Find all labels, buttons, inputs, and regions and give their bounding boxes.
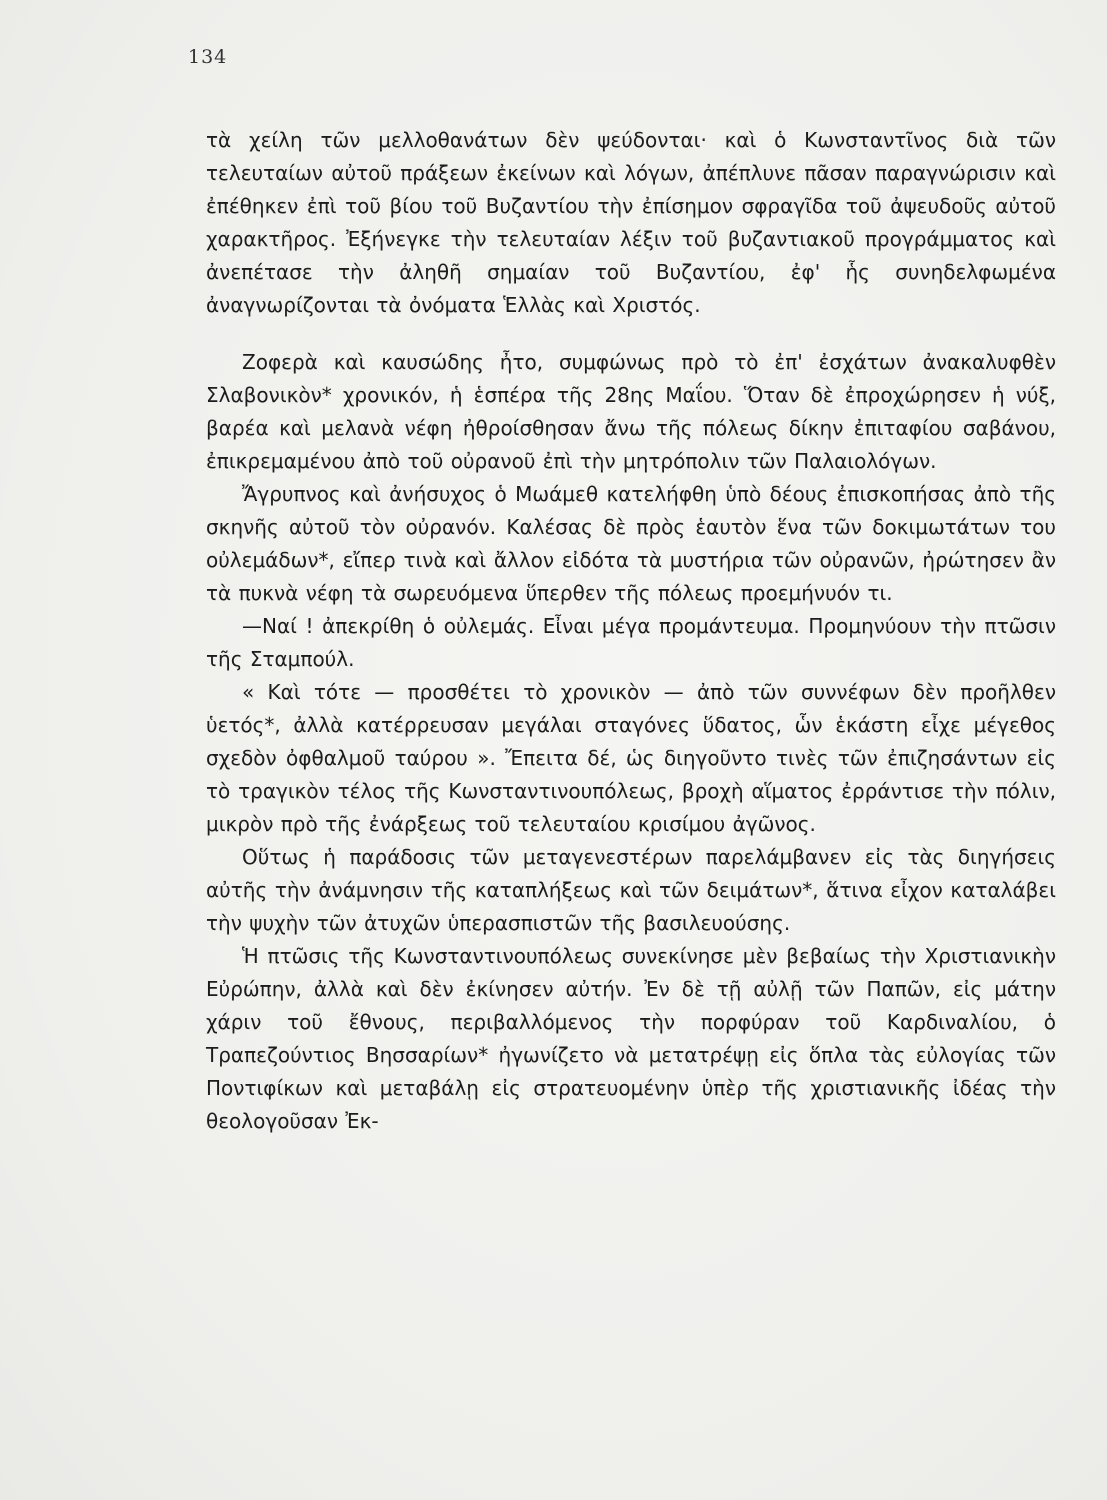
paragraph-5: « Καὶ τότε — προσθέτει τὸ χρονικὸν — ἀπὸ τῶν συννέφων δὲν προῆλθεν ὑετός*, ἀλλὰ κατέρρευσαν μεγάλαι σταγόνες ὕδατος, ὧν ἑκάστη εἶχε μέγεθος σχεδὸν ὀφθαλμοῦ ταύρου ». Ἔπειτα δέ, ὡς διηγοῦντο τινὲς τῶν ἐπιζησάντων εἰς τὸ τραγικὸν τέλος τῆς Κωνσταντινουπόλεως, βροχὴ αἵματος ἐρράντισε τὴν πόλιν, μικρὸν πρὸ τῆς ἐνάρξεως τοῦ τελευταίου κρισίμου ἀγῶνος. bbox=[206, 680, 1056, 836]
paragraph-6: Οὕτως ἡ παράδοσις τῶν μεταγενεστέρων παρελάμβανεν εἰς τὰς διηγήσεις αὐτῆς τὴν ἀνάμνησιν τῆς καταπλήξεως καὶ τῶν δειμάτων*, ἅτινα εἶχον καταλάβει τὴν ψυχὴν τῶν ἀτυχῶν ὑπερασπιστῶν τῆς βασιλευούσης. bbox=[206, 845, 1056, 935]
paragraph-2: Ζοφερὰ καὶ καυσώδης ἦτο, συμφώνως πρὸ τὸ ἐπ' ἐσχάτων ἀνακαλυφθὲν Σλαβονικὸν* χρονικόν, ἡ ἑσπέρα τῆς 28ης Μαΐου. Ὅταν δὲ ἐπροχώρησεν ἡ νύξ, βαρέα καὶ μελανὰ νέφη ἠθροίσθησαν ἄνω τῆς πόλεως δίκην ἐπιταφίου σαβάνου, ἐπικρεμαμένου ἀπὸ τοῦ οὐρανοῦ ἐπὶ τὴν μητρόπολιν τῶν Παλαιολόγων. bbox=[206, 350, 1056, 473]
paragraph-1: τὰ χείλη τῶν μελλοθανάτων δὲν ψεύδονται· καὶ ὁ Κωνσταντῖνος διὰ τῶν τελευταίων αὐτοῦ πράξεων ἐκείνων καὶ λόγων, ἀπέπλυνε πᾶσαν παραγνώρισιν καὶ ἐπέθηκεν ἐπὶ τοῦ βίου τοῦ Βυζαντίου τὴν ἐπίσημον σφραγῖδα τοῦ ἀψευδοῦς αὐτοῦ χαρακτῆρος. Ἐξήνεγκε τὴν τελευταίαν λέξιν τοῦ βυζαντιακοῦ προγράμματος καὶ ἀνεπέτασε τὴν ἀληθῆ σημαίαν τοῦ Βυζαντίου, ἐφ' ἧς συνηδελφωμένα ἀναγνωρίζονται τὰ ὀνόματα Ἑλλὰς καὶ Χριστός. bbox=[206, 128, 1056, 317]
page-number: 134 bbox=[188, 46, 228, 68]
paragraph-7: Ἡ πτῶσις τῆς Κωνσταντινουπόλεως συνεκίνησε μὲν βεβαίως τὴν Χριστιανικὴν Εὐρώπην, ἀλλὰ καὶ δὲν ἐκίνησεν αὐτήν. Ἐν δὲ τῇ αὐλῇ τῶν Παπῶν, εἰς μάτην χάριν τοῦ ἔθνους, περιβαλλόμενος τὴν πορφύραν τοῦ Καρδιναλίου, ὁ Τραπεζούντιος Βησσαρίων* ἠγωνίζετο νὰ μετατρέψῃ εἰς ὅπλα τὰς εὐλογίας τῶν Ποντιφίκων καὶ μεταβάλῃ εἰς στρατευομένην ὑπὲρ τῆς χριστιανικῆς ἰδέας τὴν θεολογοῦσαν Ἐκ- bbox=[206, 944, 1056, 1133]
paragraph-3: Ἄγρυπνος καὶ ἀνήσυχος ὁ Μωάμεθ κατελήφθη ὑπὸ δέους ἐπισκοπήσας ἀπὸ τῆς σκηνῆς αὐτοῦ τὸν οὐρανόν. Καλέσας δὲ πρὸς ἑαυτὸν ἕνα τῶν δοκιμωτάτων του οὐλεμάδων*, εἴπερ τινὰ καὶ ἄλλον εἰδότα τὰ μυστήρια τῶν οὐρανῶν, ἠρώτησεν ἂν τὰ πυκνὰ νέφη τὰ σωρευόμενα ὕπερθεν τῆς πόλεως προεμήνυόν τι. bbox=[206, 482, 1056, 605]
paragraph-4: —Ναί ! ἀπεκρίθη ὁ οὐλεμάς. Εἶναι μέγα προμάντευμα. Προμηνύουν τὴν πτῶσιν τῆς Σταμπούλ. bbox=[206, 614, 1056, 671]
body-text bbox=[206, 124, 1056, 1138]
